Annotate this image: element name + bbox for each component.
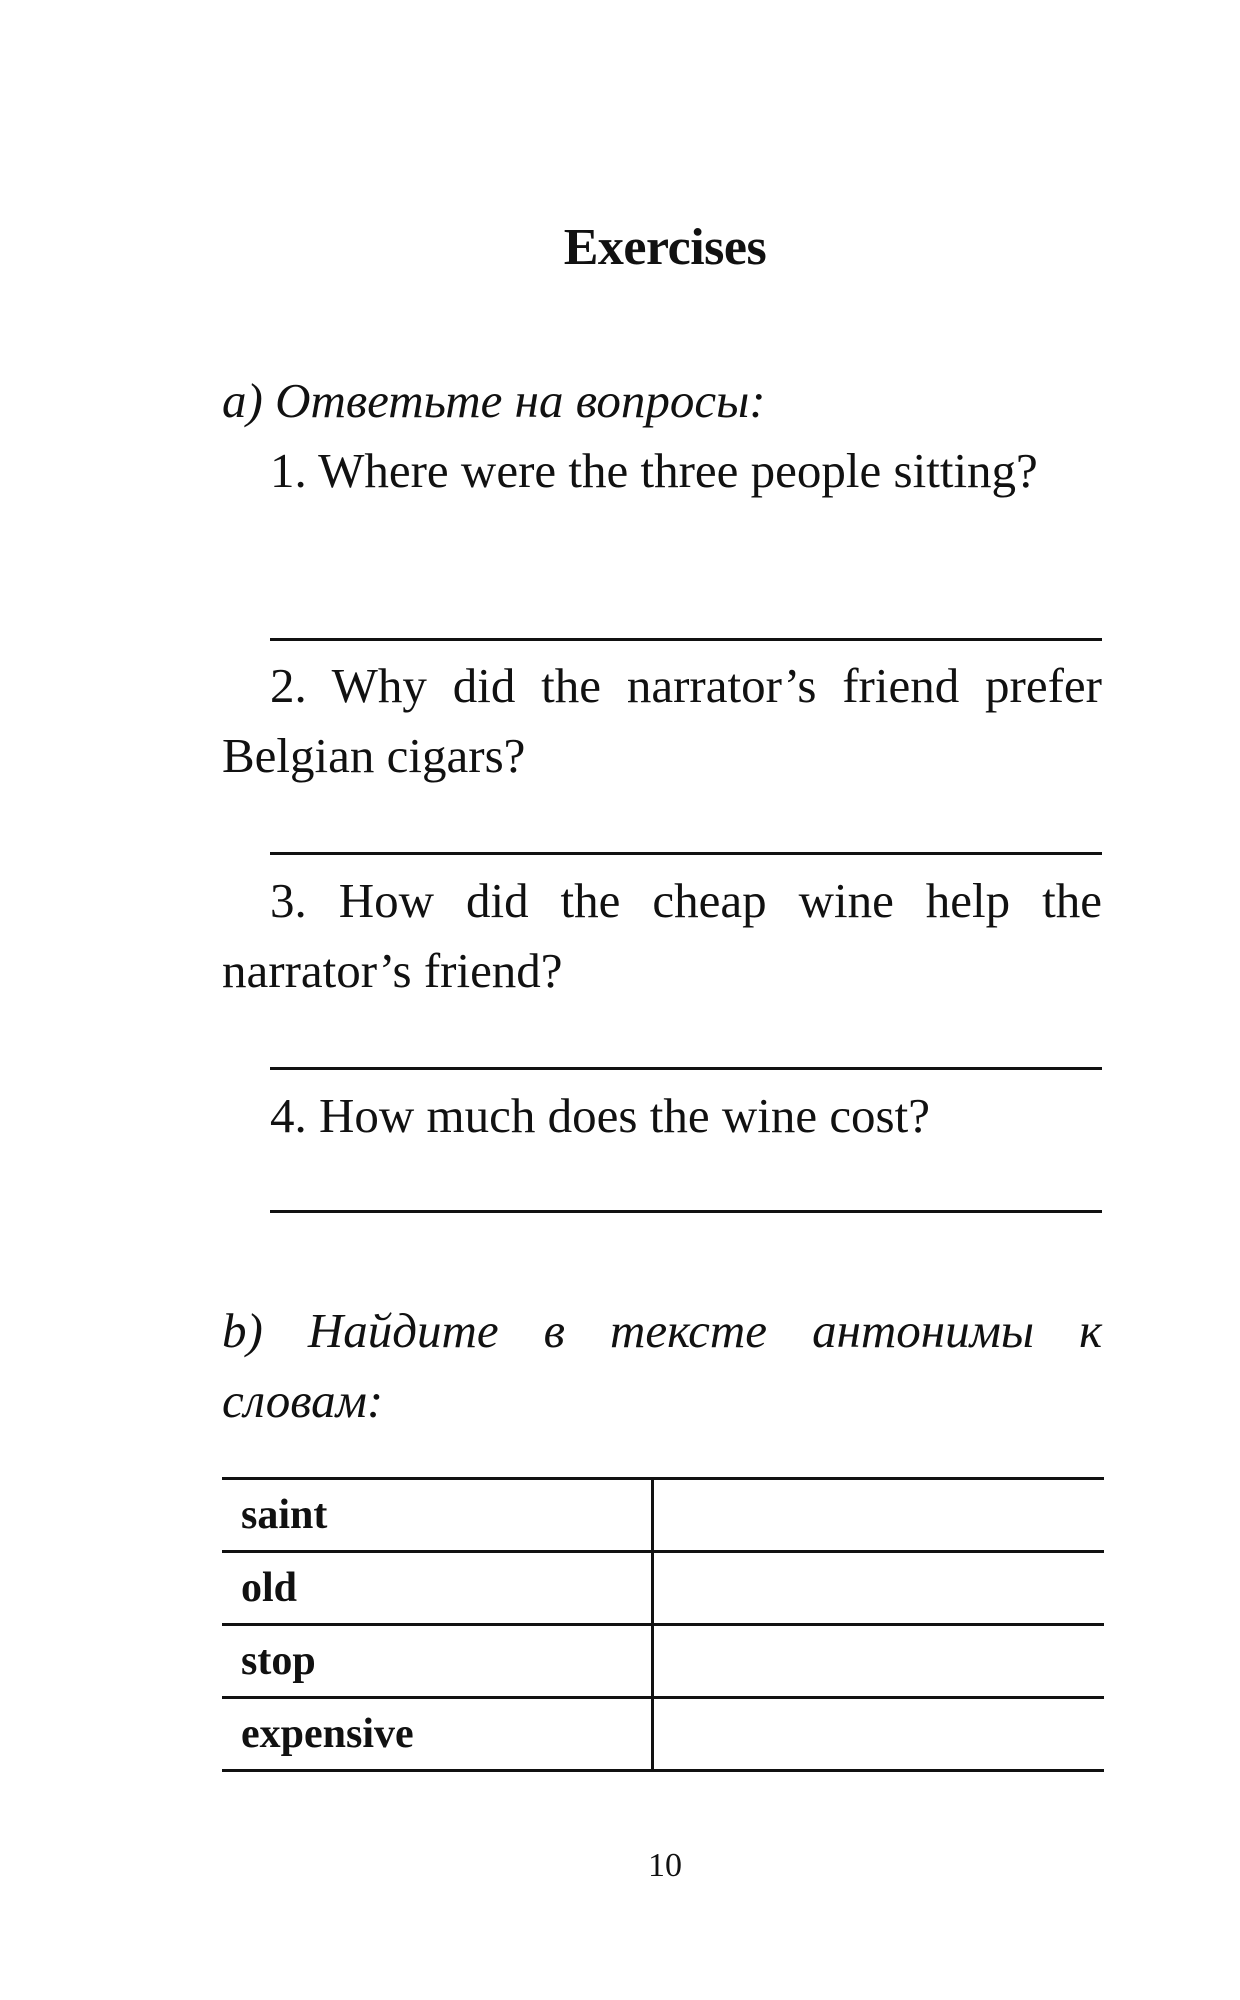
table-row — [222, 1479, 1104, 1552]
section-a-heading: a) Ответьте на вопросы: — [222, 373, 766, 428]
table-row — [222, 1698, 1104, 1771]
word-cell: stop — [222, 1625, 652, 1698]
antonym-answer-cell[interactable] — [652, 1479, 1104, 1552]
answer-line-2[interactable] — [270, 852, 1102, 855]
answer-line-1[interactable] — [270, 638, 1102, 641]
word-cell: expensive — [222, 1698, 652, 1771]
antonym-answer-cell[interactable] — [652, 1698, 1104, 1771]
word-cell: saint — [222, 1479, 652, 1552]
antonym-answer-cell[interactable] — [652, 1552, 1104, 1625]
antonym-table — [222, 1477, 1104, 1772]
question-1: 1. Where were the three people sitting? — [270, 443, 1038, 498]
section-b-heading: b) Найдите в тексте антонимы к словам: — [222, 1303, 1102, 1428]
question-3: 3. How did the cheap wine help the narrator’s friend? — [222, 873, 1102, 998]
word-cell: old — [222, 1552, 652, 1625]
question-2: 2. Why did the narrator’s friend prefer Belgian cigars? — [222, 658, 1102, 783]
question-4: 4. How much does the wine cost? — [270, 1088, 930, 1143]
answer-line-3[interactable] — [270, 1067, 1102, 1070]
table-row — [222, 1625, 1104, 1698]
table-row — [222, 1552, 1104, 1625]
page-number: 10 — [648, 1847, 682, 1884]
antonym-answer-cell[interactable] — [652, 1625, 1104, 1698]
page-title: Exercises — [563, 219, 767, 276]
answer-line-4[interactable] — [270, 1210, 1102, 1213]
